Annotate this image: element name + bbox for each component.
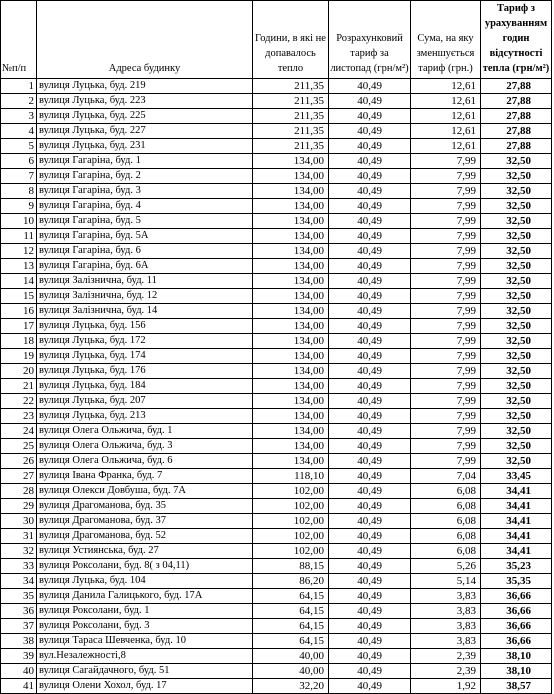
table-row bbox=[1, 454, 552, 469]
hours-cell: 134,00 bbox=[253, 364, 329, 379]
final-tariff-cell: 36,66 bbox=[481, 604, 552, 619]
hours-cell: 134,00 bbox=[253, 394, 329, 409]
row-number: 10 bbox=[1, 214, 37, 229]
header-final: Тариф з урахуванням годин відсутності тепла (грн/м²) bbox=[481, 1, 552, 79]
final-tariff-cell: 32,50 bbox=[481, 169, 552, 184]
reduction-cell: 12,61 bbox=[411, 139, 481, 154]
row-number: 11 bbox=[1, 229, 37, 244]
final-tariff-cell: 35,35 bbox=[481, 574, 552, 589]
reduction-cell: 12,61 bbox=[411, 124, 481, 139]
table-row bbox=[1, 424, 552, 439]
reduction-cell: 7,99 bbox=[411, 349, 481, 364]
reduction-cell: 7,99 bbox=[411, 439, 481, 454]
table-row bbox=[1, 529, 552, 544]
rate-cell: 40,49 bbox=[329, 274, 411, 289]
address-cell: вулиця Гагаріна, буд. 3 bbox=[37, 184, 253, 199]
row-number: 22 bbox=[1, 394, 37, 409]
hours-cell: 134,00 bbox=[253, 184, 329, 199]
row-number: 40 bbox=[1, 664, 37, 679]
hours-cell: 134,00 bbox=[253, 319, 329, 334]
rate-cell: 40,49 bbox=[329, 139, 411, 154]
final-tariff-cell: 33,45 bbox=[481, 469, 552, 484]
reduction-cell: 7,04 bbox=[411, 469, 481, 484]
table-row bbox=[1, 544, 552, 559]
hours-cell: 211,35 bbox=[253, 124, 329, 139]
row-number: 12 bbox=[1, 244, 37, 259]
reduction-cell: 6,08 bbox=[411, 484, 481, 499]
rate-cell: 40,49 bbox=[329, 634, 411, 649]
row-number: 3 bbox=[1, 109, 37, 124]
hours-cell: 40,00 bbox=[253, 664, 329, 679]
final-tariff-cell: 32,50 bbox=[481, 199, 552, 214]
final-tariff-cell: 27,88 bbox=[481, 139, 552, 154]
row-number: 16 bbox=[1, 304, 37, 319]
row-number: 31 bbox=[1, 529, 37, 544]
hours-cell: 134,00 bbox=[253, 379, 329, 394]
reduction-cell: 6,08 bbox=[411, 499, 481, 514]
reduction-cell: 7,99 bbox=[411, 304, 481, 319]
final-tariff-cell: 32,50 bbox=[481, 334, 552, 349]
table-row bbox=[1, 259, 552, 274]
address-cell: вулиця Гагаріна, буд. 2 bbox=[37, 169, 253, 184]
hours-cell: 134,00 bbox=[253, 169, 329, 184]
address-cell: вулиця Олега Ольжича, буд. 1 bbox=[37, 424, 253, 439]
reduction-cell: 7,99 bbox=[411, 454, 481, 469]
address-cell: вулиця Гагаріна, буд. 4 bbox=[37, 199, 253, 214]
hours-cell: 134,00 bbox=[253, 439, 329, 454]
final-tariff-cell: 32,50 bbox=[481, 319, 552, 334]
address-cell: вулиця Данила Галицького, буд. 17А bbox=[37, 589, 253, 604]
header-address: Адреса будинку bbox=[37, 1, 253, 79]
table-row bbox=[1, 244, 552, 259]
address-cell: вулиця Гагаріна, буд. 6А bbox=[37, 259, 253, 274]
row-number: 9 bbox=[1, 199, 37, 214]
reduction-cell: 2,39 bbox=[411, 649, 481, 664]
final-tariff-cell: 32,50 bbox=[481, 229, 552, 244]
hours-cell: 64,15 bbox=[253, 604, 329, 619]
address-cell: вулиця Луцька, буд. 225 bbox=[37, 109, 253, 124]
reduction-cell: 3,83 bbox=[411, 604, 481, 619]
rate-cell: 40,49 bbox=[329, 349, 411, 364]
table-body bbox=[1, 79, 552, 694]
table-row bbox=[1, 514, 552, 529]
table-row bbox=[1, 94, 552, 109]
hours-cell: 134,00 bbox=[253, 349, 329, 364]
address-cell: вулиця Луцька, буд. 213 bbox=[37, 409, 253, 424]
final-tariff-cell: 36,66 bbox=[481, 589, 552, 604]
table-row bbox=[1, 679, 552, 694]
address-cell: вулиця Олега Ольжича, буд. 6 bbox=[37, 454, 253, 469]
reduction-cell: 7,99 bbox=[411, 409, 481, 424]
address-cell: вулиця Роксолани, буд. 8( з 04,11) bbox=[37, 559, 253, 574]
final-tariff-cell: 32,50 bbox=[481, 394, 552, 409]
reduction-cell: 7,99 bbox=[411, 424, 481, 439]
address-cell: вулиця Луцька, буд. 231 bbox=[37, 139, 253, 154]
final-tariff-cell: 32,50 bbox=[481, 184, 552, 199]
final-tariff-cell: 27,88 bbox=[481, 79, 552, 94]
reduction-cell: 7,99 bbox=[411, 274, 481, 289]
rate-cell: 40,49 bbox=[329, 229, 411, 244]
reduction-cell: 12,61 bbox=[411, 109, 481, 124]
row-number: 23 bbox=[1, 409, 37, 424]
rate-cell: 40,49 bbox=[329, 454, 411, 469]
rate-cell: 40,49 bbox=[329, 544, 411, 559]
row-number: 18 bbox=[1, 334, 37, 349]
rate-cell: 40,49 bbox=[329, 109, 411, 124]
rate-cell: 40,49 bbox=[329, 499, 411, 514]
row-number: 34 bbox=[1, 574, 37, 589]
rate-cell: 40,49 bbox=[329, 559, 411, 574]
table-row bbox=[1, 319, 552, 334]
reduction-cell: 7,99 bbox=[411, 184, 481, 199]
table-row bbox=[1, 469, 552, 484]
rate-cell: 40,49 bbox=[329, 169, 411, 184]
address-cell: вулиця Луцька, буд. 176 bbox=[37, 364, 253, 379]
final-tariff-cell: 32,50 bbox=[481, 454, 552, 469]
hours-cell: 134,00 bbox=[253, 304, 329, 319]
hours-cell: 211,35 bbox=[253, 139, 329, 154]
table-row bbox=[1, 274, 552, 289]
table-row bbox=[1, 619, 552, 634]
final-tariff-cell: 27,88 bbox=[481, 94, 552, 109]
hours-cell: 102,00 bbox=[253, 544, 329, 559]
reduction-cell: 1,92 bbox=[411, 679, 481, 694]
rate-cell: 40,49 bbox=[329, 649, 411, 664]
address-cell: вулиця Луцька, буд. 174 bbox=[37, 349, 253, 364]
address-cell: вулиця Роксолани, буд. 3 bbox=[37, 619, 253, 634]
address-cell: вулиця Олега Ольжича, буд. 3 bbox=[37, 439, 253, 454]
table-row bbox=[1, 499, 552, 514]
final-tariff-cell: 36,66 bbox=[481, 634, 552, 649]
table-row bbox=[1, 229, 552, 244]
hours-cell: 64,15 bbox=[253, 634, 329, 649]
rate-cell: 40,49 bbox=[329, 574, 411, 589]
row-number: 4 bbox=[1, 124, 37, 139]
address-cell: вулиця Луцька, буд. 104 bbox=[37, 574, 253, 589]
address-cell: вулиця Залізнична, буд. 14 bbox=[37, 304, 253, 319]
table-row bbox=[1, 349, 552, 364]
address-cell: вулиця Гагаріна, буд. 6 bbox=[37, 244, 253, 259]
reduction-cell: 7,99 bbox=[411, 319, 481, 334]
final-tariff-cell: 32,50 bbox=[481, 154, 552, 169]
address-cell: вулиця Драгоманова, буд. 37 bbox=[37, 514, 253, 529]
reduction-cell: 12,61 bbox=[411, 94, 481, 109]
row-number: 25 bbox=[1, 439, 37, 454]
rate-cell: 40,49 bbox=[329, 214, 411, 229]
rate-cell: 40,49 bbox=[329, 589, 411, 604]
row-number: 26 bbox=[1, 454, 37, 469]
rate-cell: 40,49 bbox=[329, 79, 411, 94]
reduction-cell: 7,99 bbox=[411, 214, 481, 229]
table-row bbox=[1, 289, 552, 304]
final-tariff-cell: 32,50 bbox=[481, 349, 552, 364]
row-number: 37 bbox=[1, 619, 37, 634]
table-row bbox=[1, 169, 552, 184]
reduction-cell: 12,61 bbox=[411, 79, 481, 94]
row-number: 32 bbox=[1, 544, 37, 559]
header-hours: Години, в які не допавалось тепло bbox=[253, 1, 329, 79]
row-number: 1 bbox=[1, 79, 37, 94]
hours-cell: 86,20 bbox=[253, 574, 329, 589]
address-cell: вулиця Залізнична, буд. 12 bbox=[37, 289, 253, 304]
row-number: 38 bbox=[1, 634, 37, 649]
reduction-cell: 5,26 bbox=[411, 559, 481, 574]
address-cell: вулиця Луцька, буд. 172 bbox=[37, 334, 253, 349]
table-row bbox=[1, 124, 552, 139]
table-row bbox=[1, 394, 552, 409]
header-row bbox=[1, 1, 552, 79]
final-tariff-cell: 32,50 bbox=[481, 244, 552, 259]
final-tariff-cell: 32,50 bbox=[481, 379, 552, 394]
row-number: 7 bbox=[1, 169, 37, 184]
address-cell: вулиця Тараса Шевченка, буд. 10 bbox=[37, 634, 253, 649]
final-tariff-cell: 32,50 bbox=[481, 214, 552, 229]
reduction-cell: 6,08 bbox=[411, 529, 481, 544]
table-row bbox=[1, 79, 552, 94]
row-number: 8 bbox=[1, 184, 37, 199]
reduction-cell: 2,39 bbox=[411, 664, 481, 679]
final-tariff-cell: 32,50 bbox=[481, 259, 552, 274]
rate-cell: 40,49 bbox=[329, 154, 411, 169]
row-number: 2 bbox=[1, 94, 37, 109]
rate-cell: 40,49 bbox=[329, 364, 411, 379]
hours-cell: 211,35 bbox=[253, 94, 329, 109]
reduction-cell: 7,99 bbox=[411, 394, 481, 409]
reduction-cell: 3,83 bbox=[411, 589, 481, 604]
table-row bbox=[1, 664, 552, 679]
address-cell: вулиця Луцька, буд. 184 bbox=[37, 379, 253, 394]
hours-cell: 134,00 bbox=[253, 259, 329, 274]
row-number: 20 bbox=[1, 364, 37, 379]
row-number: 41 bbox=[1, 679, 37, 694]
reduction-cell: 7,99 bbox=[411, 229, 481, 244]
table-row bbox=[1, 484, 552, 499]
hours-cell: 134,00 bbox=[253, 229, 329, 244]
table-row bbox=[1, 214, 552, 229]
rate-cell: 40,49 bbox=[329, 439, 411, 454]
hours-cell: 102,00 bbox=[253, 514, 329, 529]
reduction-cell: 7,99 bbox=[411, 199, 481, 214]
rate-cell: 40,49 bbox=[329, 199, 411, 214]
rate-cell: 40,49 bbox=[329, 409, 411, 424]
table-row bbox=[1, 439, 552, 454]
header-reduction: Сума, на яку зменшується тариф (грн.) bbox=[411, 1, 481, 79]
row-number: 17 bbox=[1, 319, 37, 334]
final-tariff-cell: 36,66 bbox=[481, 619, 552, 634]
row-number: 28 bbox=[1, 484, 37, 499]
final-tariff-cell: 34,41 bbox=[481, 529, 552, 544]
rate-cell: 40,49 bbox=[329, 484, 411, 499]
reduction-cell: 7,99 bbox=[411, 364, 481, 379]
address-cell: вулиця Луцька, буд. 227 bbox=[37, 124, 253, 139]
hours-cell: 64,15 bbox=[253, 619, 329, 634]
address-cell: вулиця Гагаріна, буд. 5 bbox=[37, 214, 253, 229]
table-row bbox=[1, 334, 552, 349]
address-cell: вулиця Луцька, буд. 156 bbox=[37, 319, 253, 334]
rate-cell: 40,49 bbox=[329, 334, 411, 349]
hours-cell: 102,00 bbox=[253, 529, 329, 544]
hours-cell: 134,00 bbox=[253, 409, 329, 424]
address-cell: вулиця Сагайдачного, буд. 51 bbox=[37, 664, 253, 679]
reduction-cell: 3,83 bbox=[411, 634, 481, 649]
address-cell: вулиця Олекси Довбуша, буд. 7А bbox=[37, 484, 253, 499]
rate-cell: 40,49 bbox=[329, 529, 411, 544]
hours-cell: 134,00 bbox=[253, 334, 329, 349]
row-number: 36 bbox=[1, 604, 37, 619]
hours-cell: 134,00 bbox=[253, 154, 329, 169]
row-number: 30 bbox=[1, 514, 37, 529]
hours-cell: 134,00 bbox=[253, 274, 329, 289]
rate-cell: 40,49 bbox=[329, 679, 411, 694]
reduction-cell: 7,99 bbox=[411, 334, 481, 349]
final-tariff-cell: 27,88 bbox=[481, 124, 552, 139]
address-cell: вулиця Луцька, буд. 219 bbox=[37, 79, 253, 94]
final-tariff-cell: 35,23 bbox=[481, 559, 552, 574]
rate-cell: 40,49 bbox=[329, 184, 411, 199]
address-cell: вулиця Олени Хохол, буд. 17 bbox=[37, 679, 253, 694]
row-number: 33 bbox=[1, 559, 37, 574]
rate-cell: 40,49 bbox=[329, 244, 411, 259]
hours-cell: 40,00 bbox=[253, 649, 329, 664]
hours-cell: 118,10 bbox=[253, 469, 329, 484]
address-cell: вулиця Івана Франка, буд. 7 bbox=[37, 469, 253, 484]
rate-cell: 40,49 bbox=[329, 319, 411, 334]
rate-cell: 40,49 bbox=[329, 289, 411, 304]
final-tariff-cell: 32,50 bbox=[481, 424, 552, 439]
row-number: 39 bbox=[1, 649, 37, 664]
row-number: 24 bbox=[1, 424, 37, 439]
address-cell: вулиця Залізнична, буд. 11 bbox=[37, 274, 253, 289]
reduction-cell: 7,99 bbox=[411, 244, 481, 259]
final-tariff-cell: 34,41 bbox=[481, 499, 552, 514]
hours-cell: 134,00 bbox=[253, 424, 329, 439]
hours-cell: 211,35 bbox=[253, 109, 329, 124]
hours-cell: 64,15 bbox=[253, 589, 329, 604]
row-number: 29 bbox=[1, 499, 37, 514]
rate-cell: 40,49 bbox=[329, 259, 411, 274]
final-tariff-cell: 32,50 bbox=[481, 439, 552, 454]
reduction-cell: 6,08 bbox=[411, 514, 481, 529]
table-row bbox=[1, 409, 552, 424]
address-cell: вулиця Луцька, буд. 223 bbox=[37, 94, 253, 109]
table-row bbox=[1, 574, 552, 589]
final-tariff-cell: 38,10 bbox=[481, 664, 552, 679]
address-cell: вулиця Луцька, буд. 207 bbox=[37, 394, 253, 409]
hours-cell: 211,35 bbox=[253, 79, 329, 94]
reduction-cell: 3,83 bbox=[411, 619, 481, 634]
final-tariff-cell: 34,41 bbox=[481, 514, 552, 529]
address-cell: вулиця Устиянська, буд. 27 bbox=[37, 544, 253, 559]
address-cell: вулиця Драгоманова, буд. 52 bbox=[37, 529, 253, 544]
rate-cell: 40,49 bbox=[329, 619, 411, 634]
address-cell: вулиця Гагаріна, буд. 5А bbox=[37, 229, 253, 244]
row-number: 13 bbox=[1, 259, 37, 274]
reduction-cell: 7,99 bbox=[411, 289, 481, 304]
address-cell: вулиця Роксолани, буд. 1 bbox=[37, 604, 253, 619]
final-tariff-cell: 38,10 bbox=[481, 649, 552, 664]
table-row bbox=[1, 634, 552, 649]
row-number: 5 bbox=[1, 139, 37, 154]
table-row bbox=[1, 364, 552, 379]
table-row bbox=[1, 139, 552, 154]
table-row bbox=[1, 649, 552, 664]
address-cell: вулиця Драгоманова, буд. 35 bbox=[37, 499, 253, 514]
rate-cell: 40,49 bbox=[329, 394, 411, 409]
row-number: 27 bbox=[1, 469, 37, 484]
table-row bbox=[1, 559, 552, 574]
reduction-cell: 7,99 bbox=[411, 259, 481, 274]
row-number: 35 bbox=[1, 589, 37, 604]
hours-cell: 102,00 bbox=[253, 484, 329, 499]
table-row bbox=[1, 154, 552, 169]
final-tariff-cell: 32,50 bbox=[481, 304, 552, 319]
rate-cell: 40,49 bbox=[329, 424, 411, 439]
final-tariff-cell: 27,88 bbox=[481, 109, 552, 124]
hours-cell: 32,20 bbox=[253, 679, 329, 694]
hours-cell: 134,00 bbox=[253, 214, 329, 229]
final-tariff-cell: 32,50 bbox=[481, 274, 552, 289]
hours-cell: 134,00 bbox=[253, 289, 329, 304]
reduction-cell: 6,08 bbox=[411, 544, 481, 559]
row-number: 15 bbox=[1, 289, 37, 304]
reduction-cell: 5,14 bbox=[411, 574, 481, 589]
address-cell: вул.Незалежності,8 bbox=[37, 649, 253, 664]
final-tariff-cell: 34,41 bbox=[481, 544, 552, 559]
table-row bbox=[1, 199, 552, 214]
header-rate: Розрахунковий тариф за листопад (грн/м²) bbox=[329, 1, 411, 79]
hours-cell: 88,15 bbox=[253, 559, 329, 574]
final-tariff-cell: 32,50 bbox=[481, 364, 552, 379]
reduction-cell: 7,99 bbox=[411, 169, 481, 184]
row-number: 6 bbox=[1, 154, 37, 169]
address-cell: вулиця Гагаріна, буд. 1 bbox=[37, 154, 253, 169]
row-number: 21 bbox=[1, 379, 37, 394]
final-tariff-cell: 32,50 bbox=[481, 289, 552, 304]
rate-cell: 40,49 bbox=[329, 94, 411, 109]
rate-cell: 40,49 bbox=[329, 664, 411, 679]
header-num: №п/п bbox=[1, 1, 37, 79]
reduction-cell: 7,99 bbox=[411, 154, 481, 169]
final-tariff-cell: 38,57 bbox=[481, 679, 552, 694]
rate-cell: 40,49 bbox=[329, 469, 411, 484]
hours-cell: 134,00 bbox=[253, 199, 329, 214]
final-tariff-cell: 32,50 bbox=[481, 409, 552, 424]
rate-cell: 40,49 bbox=[329, 514, 411, 529]
table-row bbox=[1, 604, 552, 619]
rate-cell: 40,49 bbox=[329, 379, 411, 394]
table-row bbox=[1, 379, 552, 394]
row-number: 14 bbox=[1, 274, 37, 289]
table-row bbox=[1, 184, 552, 199]
table-row bbox=[1, 589, 552, 604]
row-number: 19 bbox=[1, 349, 37, 364]
table-row bbox=[1, 109, 552, 124]
rate-cell: 40,49 bbox=[329, 604, 411, 619]
rate-cell: 40,49 bbox=[329, 304, 411, 319]
hours-cell: 134,00 bbox=[253, 454, 329, 469]
final-tariff-cell: 34,41 bbox=[481, 484, 552, 499]
rate-cell: 40,49 bbox=[329, 124, 411, 139]
reduction-cell: 7,99 bbox=[411, 379, 481, 394]
table-row bbox=[1, 304, 552, 319]
hours-cell: 102,00 bbox=[253, 499, 329, 514]
hours-cell: 134,00 bbox=[253, 244, 329, 259]
